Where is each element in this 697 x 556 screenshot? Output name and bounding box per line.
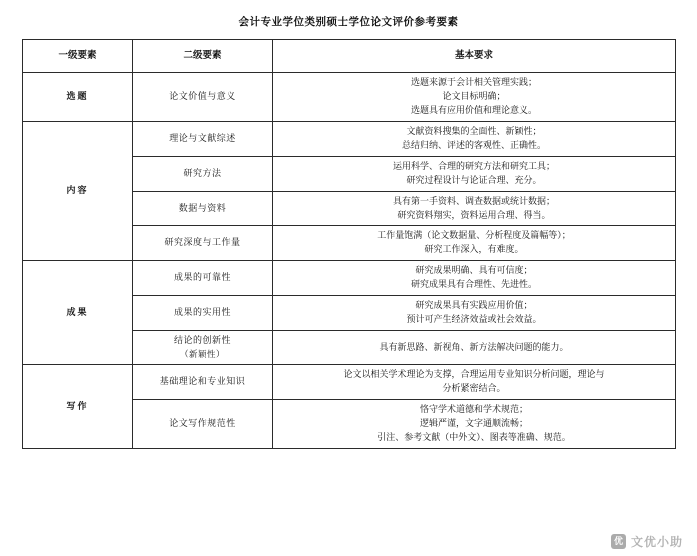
- cell-requirements: [273, 331, 676, 365]
- requirement-line: 研究成果具有合理性、先进性。: [410, 279, 537, 290]
- requirement-line: 文献资料搜集的全面性、新颖性；: [406, 125, 542, 136]
- cell-level2-text: 研究方法: [183, 167, 222, 178]
- requirement-line: 论文以相关学术理论为支撑，合理运用专业知识分析问题，理论与: [343, 369, 605, 380]
- cell-level2: [133, 156, 273, 191]
- cell-level2: [133, 121, 273, 156]
- watermark-label: 文优小助: [630, 535, 683, 549]
- column-header-level2: 二级要素: [133, 40, 273, 73]
- cell-level2: [133, 400, 273, 449]
- cell-level2: [133, 365, 273, 400]
- cell-requirements: [273, 261, 676, 296]
- requirement-line: 具有第一手资料、调查数据或统计数据；: [392, 195, 555, 206]
- requirement-line: 运用科学、合理的研究方法和研究工具；: [392, 160, 555, 171]
- cell-level2: [133, 73, 273, 122]
- table-row: [23, 73, 676, 122]
- cell-level2: [133, 261, 273, 296]
- cell-requirements: [273, 400, 676, 449]
- cell-requirements: [273, 191, 676, 226]
- requirement-line: 选题具有应用价值和理论意义。: [410, 104, 537, 115]
- requirement-line: 研究资料翔实，资料运用合理、得当。: [397, 209, 551, 220]
- cell-level1: 内容: [23, 121, 133, 261]
- cell-level2-subtext: （新颖性）: [179, 349, 225, 359]
- cell-requirements: [273, 296, 676, 331]
- cell-requirements: [273, 121, 676, 156]
- cell-level2: [133, 331, 273, 365]
- cell-level2-text: 论文价值与意义: [169, 90, 236, 101]
- table-body: [23, 73, 676, 449]
- requirement-line: 工作量饱满（论文数据量、分析程度及篇幅等）；: [377, 230, 571, 241]
- cell-level2: [133, 296, 273, 331]
- requirement-line: 研究成果明确、具有可信度；: [415, 265, 533, 276]
- cell-level2-text: 数据与资料: [178, 202, 227, 213]
- requirement-line: 总结归纳、评述的客观性、正确性。: [401, 139, 546, 150]
- rubric-table: [22, 39, 676, 449]
- column-header-requirements: 基本要求: [273, 40, 676, 73]
- requirement-line: 恪守学术道德和学术规范；: [419, 404, 528, 415]
- requirement-line: 具有新思路、新视角、新方法解决问题的能力。: [379, 341, 569, 352]
- cell-level1: 写作: [23, 365, 133, 449]
- requirement-line: 逻辑严谨，文字通顺流畅；: [419, 417, 528, 428]
- watermark-logo-icon: 优: [611, 534, 626, 549]
- cell-level2-text: 成果的实用性: [173, 307, 231, 318]
- requirement-line: 研究成果具有实践应用价值；: [415, 300, 533, 311]
- cell-level2-text: 研究深度与工作量: [164, 237, 241, 248]
- cell-level1: 选题: [23, 73, 133, 122]
- requirement-line: 研究过程设计与论证合理、充分。: [406, 174, 542, 185]
- page-title: 会计专业学位类别硕士学位论文评价参考要素: [238, 16, 459, 28]
- requirement-line: 引注、参考文献（中外文）、图表等准确、规范。: [377, 431, 571, 442]
- cell-level2: [133, 226, 273, 261]
- table-row: [23, 365, 676, 400]
- requirement-line: 预计可产生经济效益或社会效益。: [406, 314, 542, 325]
- requirement-line: 分析紧密结合。: [442, 383, 506, 394]
- requirement-line: 论文目标明确；: [442, 90, 506, 101]
- column-header-level1: 一级要素: [23, 40, 133, 73]
- watermark: [611, 533, 683, 550]
- cell-requirements: [273, 226, 676, 261]
- cell-requirements: [273, 365, 676, 400]
- table-row: [23, 261, 676, 296]
- requirement-line: 选题来源于会计相关管理实践；: [410, 77, 537, 87]
- cell-level2-text: 基础理论和专业知识: [159, 376, 246, 387]
- table-header-row: [23, 40, 676, 73]
- table-row: [23, 121, 676, 156]
- cell-level2: [133, 191, 273, 226]
- cell-level2-text: 论文写作规范性: [169, 417, 236, 428]
- cell-level1: 成果: [23, 261, 133, 365]
- cell-level2-text: 成果的可靠性: [173, 272, 231, 283]
- requirement-line: 研究工作深入，有难度。: [424, 244, 524, 255]
- cell-level2-text: 结论的创新性: [173, 335, 231, 346]
- cell-requirements: [273, 73, 676, 122]
- cell-requirements: [273, 156, 676, 191]
- cell-level2-text: 理论与文献综述: [169, 132, 236, 143]
